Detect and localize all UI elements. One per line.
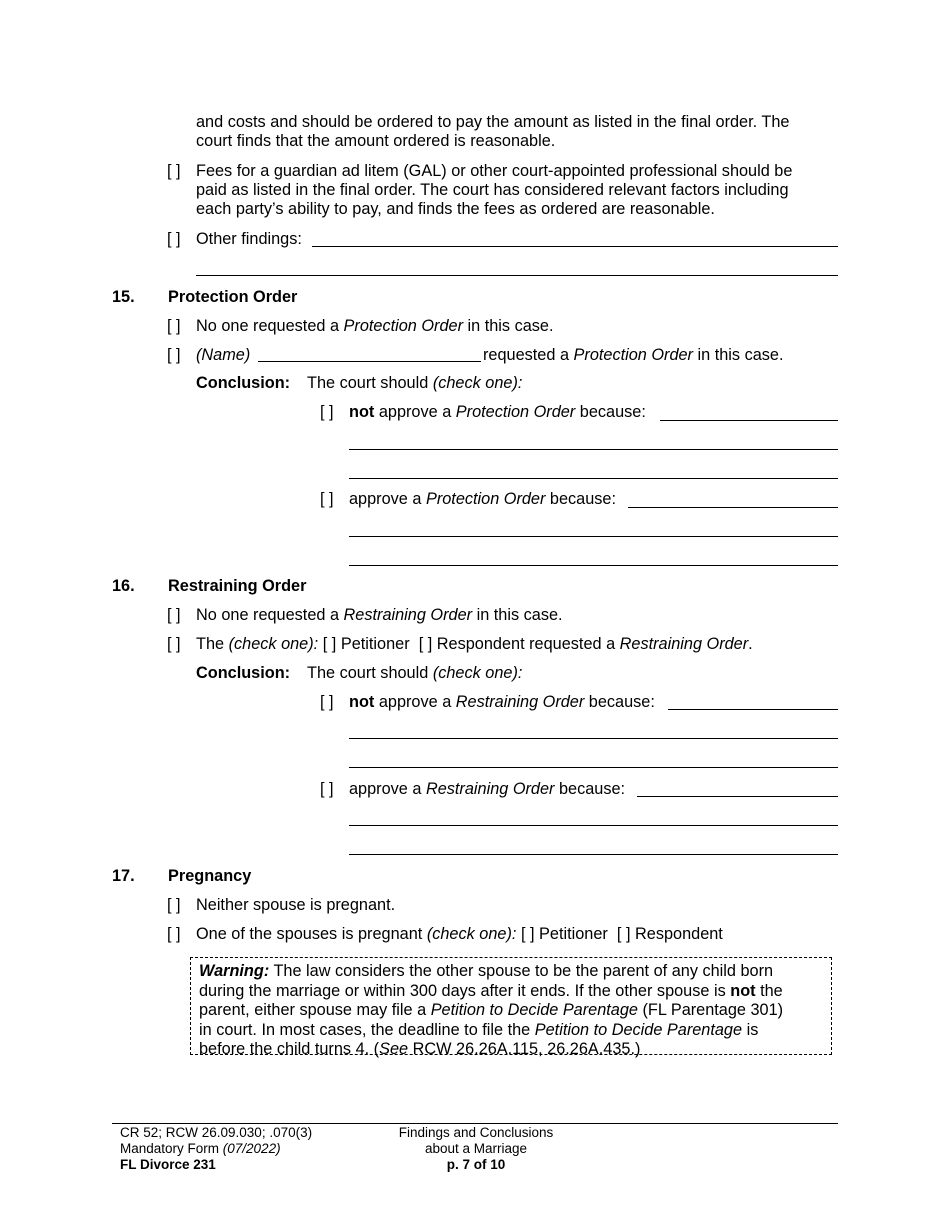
continued-text-line-1: and costs and should be ordered to pay the amount as listed in the final order. The bbox=[196, 113, 790, 131]
restraining-not-approve-field-2[interactable] bbox=[349, 738, 838, 739]
restraining-approve-field-3[interactable] bbox=[349, 854, 838, 855]
pregnancy-petitioner-checkbox[interactable]: [ ] bbox=[520, 925, 535, 943]
pregnancy-one-text: One of the spouses is pregnant (check one): [ ] Petitioner [ ] Respondent bbox=[196, 925, 723, 943]
protection-not-approve-field-1[interactable] bbox=[660, 420, 838, 421]
pregnancy-one-checkbox[interactable]: [ ] bbox=[167, 925, 181, 943]
footer-page-number: p. 7 of 10 bbox=[446, 1157, 506, 1172]
protection-approve-field-3[interactable] bbox=[349, 565, 838, 566]
other-findings-field-1[interactable] bbox=[312, 246, 838, 247]
pregnancy-respondent-checkbox[interactable]: [ ] bbox=[616, 925, 631, 943]
other-findings-label: Other findings: bbox=[196, 230, 302, 248]
footer-form-status: Mandatory Form (07/2022) bbox=[120, 1141, 281, 1156]
footer-form-id: FL Divorce 231 bbox=[120, 1157, 216, 1172]
pregnancy-neither-checkbox[interactable]: [ ] bbox=[167, 896, 181, 914]
restraining-approve-checkbox[interactable]: [ ] bbox=[320, 780, 334, 798]
restraining-not-approve-checkbox[interactable]: [ ] bbox=[320, 693, 334, 711]
protection-not-approve-text: not approve a Protection Order because: bbox=[349, 403, 646, 421]
protection-conclusion-text: The court should (check one): bbox=[307, 374, 523, 392]
other-findings-field-2[interactable] bbox=[196, 275, 838, 276]
restraining-approve-field-2[interactable] bbox=[349, 825, 838, 826]
section-15-title: Protection Order bbox=[168, 288, 298, 306]
protection-approve-field-2[interactable] bbox=[349, 536, 838, 537]
protection-conclusion-label: Conclusion: bbox=[196, 374, 291, 392]
footer-center bbox=[396, 1125, 556, 1173]
protection-name-label: (Name) bbox=[196, 346, 251, 364]
protection-approve-checkbox[interactable]: [ ] bbox=[320, 490, 334, 508]
restraining-requested-text: The (check one): [ ] Petitioner [ ] Respondent requested a Restraining Order. bbox=[196, 635, 753, 653]
protection-not-approve-field-2[interactable] bbox=[349, 449, 838, 450]
restraining-respondent-checkbox[interactable]: [ ] bbox=[418, 635, 433, 653]
footer-rule-citation: CR 52; RCW 26.09.030; .070(3) bbox=[120, 1125, 313, 1140]
restraining-not-approve-text: not approve a Restraining Order because: bbox=[349, 693, 655, 711]
restraining-requested-checkbox[interactable]: [ ] bbox=[167, 635, 181, 653]
footer-form-title-1: Findings and Conclusions bbox=[398, 1125, 554, 1140]
section-15-number: 15. bbox=[112, 288, 135, 306]
footer-form-title-2: about a Marriage bbox=[424, 1141, 528, 1156]
restraining-not-approve-field-1[interactable] bbox=[668, 709, 838, 710]
section-16-title: Restraining Order bbox=[168, 577, 307, 595]
restraining-conclusion-text: The court should (check one): bbox=[307, 664, 523, 682]
restraining-approve-field-1[interactable] bbox=[637, 796, 838, 797]
gal-fees-checkbox[interactable]: [ ] bbox=[167, 162, 181, 180]
protection-named-checkbox[interactable]: [ ] bbox=[167, 346, 181, 364]
section-17-title: Pregnancy bbox=[168, 867, 252, 885]
restraining-not-approve-field-3[interactable] bbox=[349, 767, 838, 768]
other-findings-checkbox[interactable]: [ ] bbox=[167, 230, 181, 248]
restraining-petitioner-checkbox[interactable]: [ ] bbox=[322, 635, 337, 653]
warning-label: Warning: bbox=[199, 962, 270, 980]
continued-text-line-2: court finds that the amount ordered is reasonable. bbox=[196, 132, 556, 150]
protection-not-approve-field-3[interactable] bbox=[349, 478, 838, 479]
gal-fees-line-2: paid as listed in the final order. The court has considered relevant factors including bbox=[196, 181, 789, 199]
protection-name-field[interactable] bbox=[258, 361, 481, 362]
protection-approve-text: approve a Protection Order because: bbox=[349, 490, 617, 508]
gal-fees-line-3: each party’s ability to pay, and finds the fees as ordered are reasonable. bbox=[196, 200, 715, 218]
gal-fees-line-1: Fees for a guardian ad litem (GAL) or other court-appointed professional should be bbox=[196, 162, 793, 180]
warning-box: Warning: The law considers the other spouse to be the parent of any child born during the marriage or within 300 days after it ends. If the other spouse is not the parent, either spouse may file a Petition to Decide Parentage (FL Parentage 301) in court. In most cases, the deadline to file the Petition to Decide Parentage is before the child turns 4. (See RCW 26.26A.115, 26.26A.435.) bbox=[190, 957, 832, 1055]
restraining-conclusion-label: Conclusion: bbox=[196, 664, 291, 682]
section-17-number: 17. bbox=[112, 867, 135, 885]
protection-approve-field-1[interactable] bbox=[628, 507, 838, 508]
restraining-none-checkbox[interactable]: [ ] bbox=[167, 606, 181, 624]
protection-none-checkbox[interactable]: [ ] bbox=[167, 317, 181, 335]
protection-not-approve-checkbox[interactable]: [ ] bbox=[320, 403, 334, 421]
protection-none-text: No one requested a Protection Order in this case. bbox=[196, 317, 554, 335]
section-16-number: 16. bbox=[112, 577, 135, 595]
footer-left bbox=[120, 1125, 312, 1173]
pregnancy-neither-text: Neither spouse is pregnant. bbox=[196, 896, 396, 914]
protection-named-text: requested a Protection Order in this case. bbox=[483, 346, 784, 364]
footer-divider bbox=[112, 1123, 838, 1124]
restraining-approve-text: approve a Restraining Order because: bbox=[349, 780, 626, 798]
restraining-none-text: No one requested a Restraining Order in this case. bbox=[196, 606, 563, 624]
